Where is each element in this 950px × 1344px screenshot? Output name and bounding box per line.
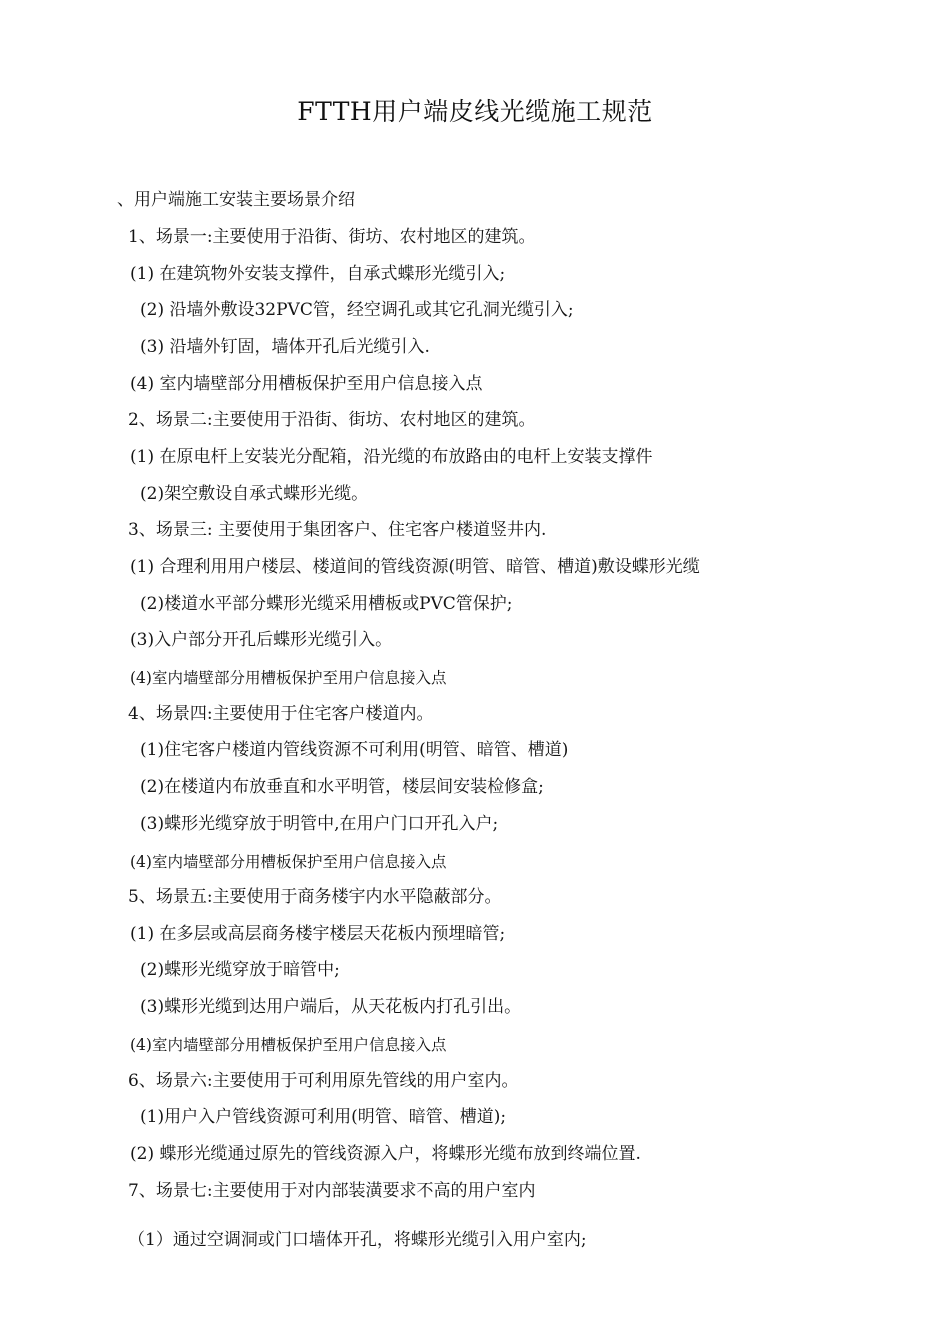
scenario-1-item-3: (3) 沿墙外钉固，墙体开孔后光缆引入. — [140, 337, 430, 357]
scenario-4-item-1: (1)住宅客户楼道内管线资源不可利用(明管、暗管、槽道) — [140, 740, 569, 760]
scenario-6-item-1: (1)用户入户管线资源可利用(明管、暗管、槽道); — [140, 1107, 507, 1127]
scenario-4-item-2: (2)在楼道内布放垂直和水平明管，楼层间安装检修盒; — [140, 777, 544, 797]
scenario-1-heading: 1、场景一:主要使用于沿街、街坊、农村地区的建筑。 — [128, 227, 536, 247]
scenario-6-item-2: (2) 蝶形光缆通过原先的管线资源入户，将蝶形光缆布放到终端位置. — [130, 1144, 641, 1164]
scenario-7-item-1: （1）通过空调洞或门口墙体开孔，将蝶形光缆引入用户室内; — [128, 1230, 587, 1250]
scenario-3-item-2: (2)楼道水平部分蝶形光缆采用槽板或PVC管保护; — [140, 594, 513, 614]
scenario-3-item-3: (3)入户部分开孔后蝶形光缆引入。 — [130, 630, 393, 650]
scenario-5-item-4: (4)室内墙壁部分用槽板保护至用户信息接入点 — [130, 1036, 447, 1054]
scenario-1-item-2: (2) 沿墙外敷设32PVC管，经空调孔或其它孔洞光缆引入; — [140, 300, 574, 320]
document-title: FTTH用户端皮线光缆施工规范 — [297, 97, 653, 126]
scenario-3-item-1: (1) 合理利用用户楼层、楼道间的管线资源(明管、暗管、槽道)敷设蝶形光缆 — [130, 557, 700, 577]
scenario-1-item-4: (4) 室内墙壁部分用槽板保护至用户信息接入点 — [130, 374, 483, 394]
scenario-2-heading: 2、场景二:主要使用于沿街、街坊、农村地区的建筑。 — [128, 410, 536, 430]
scenario-5-item-3: (3)蝶形光缆到达用户端后，从天花板内打孔引出。 — [140, 997, 522, 1017]
scenario-5-heading: 5、场景五:主要使用于商务楼宇内水平隐蔽部分。 — [128, 887, 502, 907]
section-heading: 、用户端施工安装主要场景介绍 — [117, 190, 355, 210]
scenario-7-heading: 7、场景七:主要使用于对内部装潢要求不高的用户室内 — [128, 1181, 536, 1201]
scenario-5-item-2: (2)蝶形光缆穿放于暗管中; — [140, 960, 340, 980]
scenario-6-heading: 6、场景六:主要使用于可利用原先管线的用户室内。 — [128, 1071, 519, 1091]
scenario-3-item-4: (4)室内墙壁部分用槽板保护至用户信息接入点 — [130, 669, 447, 687]
scenario-2-item-1: (1) 在原电杆上安装光分配箱，沿光缆的布放路由的电杆上安装支撑件 — [130, 447, 653, 467]
scenario-1-item-1: (1) 在建筑物外安装支撑件，自承式蝶形光缆引入; — [130, 264, 506, 284]
scenario-4-item-4: (4)室内墙壁部分用槽板保护至用户信息接入点 — [130, 853, 447, 871]
scenario-4-heading: 4、场景四:主要使用于住宅客户楼道内。 — [128, 704, 434, 724]
scenario-5-item-1: (1) 在多层或高层商务楼宇楼层天花板内预埋暗管; — [130, 924, 506, 944]
scenario-4-item-3: (3)蝶形光缆穿放于明管中,在用户门口开孔入户; — [140, 814, 499, 834]
scenario-2-item-2: (2)架空敷设自承式蝶形光缆。 — [140, 484, 369, 504]
scenario-3-heading: 3、场景三: 主要使用于集团客户、住宅客户楼道竖井内. — [128, 520, 547, 540]
